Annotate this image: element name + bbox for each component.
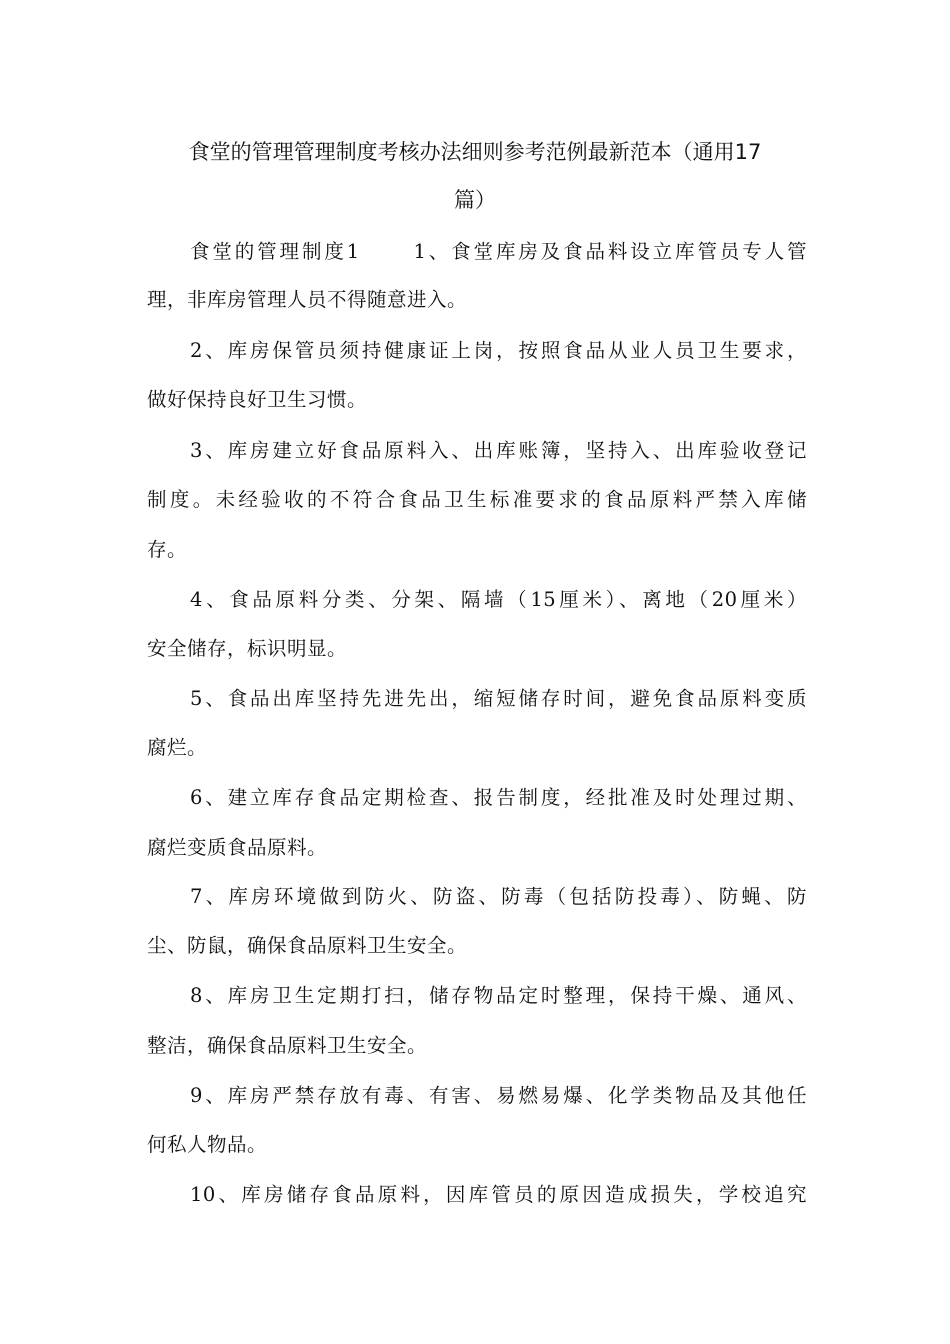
body-line: 食堂的管理制度1 1、食堂库房及食品料设立库管员专人管 bbox=[190, 240, 807, 263]
body-line: 腐烂变质食品原料。 bbox=[147, 836, 328, 859]
body-line: 5、食品出库坚持先进先出，缩短储存时间，避免食品原料变质 bbox=[190, 687, 807, 710]
body-line: 存。 bbox=[147, 538, 188, 561]
body-line: 3、库房建立好食品原料入、出库账簿，坚持入、出库验收登记 bbox=[190, 439, 807, 462]
document-title-line-2: 篇） bbox=[454, 188, 496, 212]
body-line: 尘、防鼠，确保食品原料卫生安全。 bbox=[147, 934, 468, 957]
body-line: 整洁，确保食品原料卫生安全。 bbox=[147, 1034, 428, 1057]
body-line: 安全储存，标识明显。 bbox=[147, 637, 348, 660]
body-line: 何私人物品。 bbox=[147, 1133, 268, 1156]
body-line: 8、库房卫生定期打扫，储存物品定时整理，保持干燥、通风、 bbox=[190, 984, 807, 1007]
body-line: 9、库房严禁存放有毒、有害、易燃易爆、化学类物品及其他任 bbox=[190, 1084, 807, 1107]
body-line: 做好保持良好卫生习惯。 bbox=[147, 388, 368, 411]
body-line: 腐烂。 bbox=[147, 736, 208, 759]
body-line: 7、库房环境做到防火、防盗、防毒（包括防投毒）、防蝇、防 bbox=[190, 885, 807, 908]
body-line: 10、库房储存食品原料，因库管员的原因造成损失，学校追究 bbox=[190, 1183, 807, 1206]
document-title-line-1: 食堂的管理管理制度考核办法细则参考范例最新范本（通用17 bbox=[188, 140, 762, 164]
body-line: 理，非库房管理人员不得随意进入。 bbox=[147, 288, 468, 311]
body-line: 4、食品原料分类、分架、隔墙（15厘米）、离地（20厘米） bbox=[190, 588, 807, 611]
body-line: 制度。未经验收的不符合食品卫生标准要求的食品原料严禁入库储 bbox=[147, 488, 807, 511]
body-line: 2、库房保管员须持健康证上岗，按照食品从业人员卫生要求， bbox=[190, 339, 807, 362]
body-line: 6、建立库存食品定期检查、报告制度，经批准及时处理过期、 bbox=[190, 786, 807, 809]
